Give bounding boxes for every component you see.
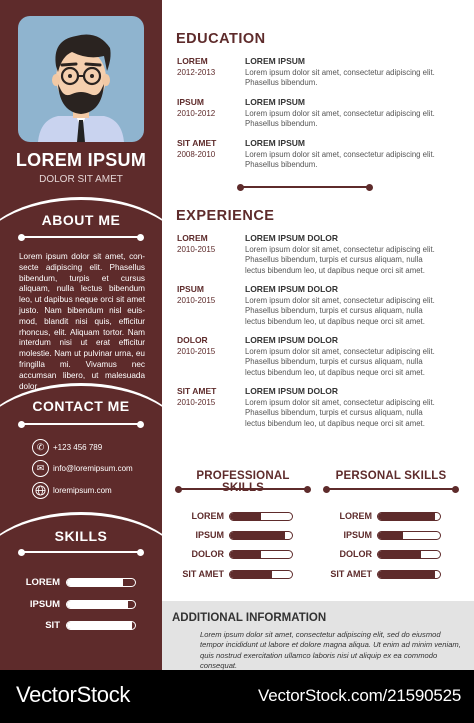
skill-bar: [66, 600, 136, 609]
skill-bar-fill: [378, 571, 435, 578]
divider-dot: [175, 486, 182, 493]
entry-heading: LOREM IPSUM: [245, 56, 305, 66]
divider-dot: [18, 421, 25, 428]
globe-icon: [32, 482, 49, 499]
profile-subtitle: DOLOR SIT AMET: [39, 174, 123, 185]
entry-details: [245, 335, 445, 378]
skill-bar: [377, 550, 441, 559]
skill-row: [0, 570, 474, 580]
skill-bar-fill: [67, 622, 132, 629]
personal-skills-divider: [325, 488, 457, 490]
entry-description: Lorem ipsum dolor sit amet, consectetur adipiscing elit. Phasellus bibendum, turpis et cursus aliquam, nulla lectus bibendum leo, ut dapibus neque orci sit amet.: [245, 245, 435, 275]
entry-details: [245, 284, 445, 327]
professional-skills-divider: [177, 488, 309, 490]
skill-label: SIT: [45, 620, 60, 631]
entry-title: DOLOR: [177, 335, 208, 345]
entry-dates: 2010-2015: [177, 398, 216, 407]
contact-phone[interactable]: [32, 438, 102, 456]
skill-label: LOREM: [25, 577, 60, 588]
entry-details: [245, 386, 445, 429]
divider-dot: [137, 421, 144, 428]
skill-bar: [377, 531, 441, 540]
watermark-id: VectorStock.com/21590525: [258, 686, 462, 705]
contact-heading: CONTACT ME: [32, 398, 130, 414]
additional-heading: ADDITIONAL INFORMATION: [172, 612, 327, 624]
skill-label: DOLOR: [191, 549, 224, 559]
skill-label: DOLOR: [339, 549, 372, 559]
entry-period: [177, 138, 239, 159]
contact-phone-text: +123 456 789: [53, 442, 103, 452]
entry-title: SIT AMET: [177, 386, 217, 396]
entry-period: [177, 56, 239, 77]
divider-dot: [366, 184, 373, 191]
skill-label: LOREM: [191, 511, 224, 521]
divider-dot: [137, 234, 144, 241]
additional-text: Lorem ipsum dolor sit amet, consectetur adipiscing elit, sed do eiusmod tempor incididunt ut labore et dolore magna aliqua. Ut enim ad minim veniam, quis nostrud exercitation ullamco laboris nisi ut aliquip ex ea commodo consequat.: [200, 630, 461, 671]
entry-details: [245, 56, 445, 89]
entry-dates: 2008-2010: [177, 150, 216, 159]
skill-bar-fill: [378, 532, 403, 539]
phone-icon: ✆: [32, 439, 49, 456]
entry-period: [177, 335, 239, 356]
skill-label: SIT AMET: [330, 569, 372, 579]
entry-heading: LOREM IPSUM DOLOR: [245, 386, 339, 396]
skill-bar-fill: [378, 551, 421, 558]
professional-skills-heading: PROFESSIONAL: [196, 470, 290, 482]
skill-bar-fill: [67, 601, 128, 608]
skill-bar: [377, 570, 441, 579]
entry-period: [177, 386, 239, 407]
education-heading: EDUCATION: [176, 31, 266, 47]
additional-information-panel: [162, 601, 474, 670]
entry-dates: 2010-2015: [177, 296, 216, 305]
entry-description: Lorem ipsum dolor sit amet, consectetur adipiscing elit. Phasellus bibendum, turpis et cursus aliquam, nulla lectus bibendum leo, ut dapibus neque orci sit amet.: [245, 296, 435, 326]
experience-heading: EXPERIENCE: [176, 208, 275, 224]
contact-email-text: info@loremipsum.com: [53, 463, 133, 473]
divider-dot: [304, 486, 311, 493]
mail-icon: ✉: [32, 460, 49, 477]
skill-row: [0, 621, 162, 631]
skill-bar-fill: [378, 513, 435, 520]
skill-bar: [377, 512, 441, 521]
divider-dot: [323, 486, 330, 493]
entry-description: Lorem ipsum dolor sit amet, consectetur adipiscing elit. Phasellus bibendum.: [245, 150, 435, 170]
divider-dot: [452, 486, 459, 493]
entry-heading: LOREM IPSUM DOLOR: [245, 233, 339, 243]
entry-heading: LOREM IPSUM DOLOR: [245, 284, 339, 294]
entry-description: Lorem ipsum dolor sit amet, consectetur adipiscing elit. Phasellus bibendum, turpis et cursus aliquam, nulla lectus bibendum leo, ut dapibus neque orci sit amet.: [245, 398, 435, 428]
avatar: [18, 16, 144, 142]
skill-row: [0, 512, 474, 522]
entry-title: SIT AMET: [177, 138, 217, 148]
watermark-logo: VectorStock: [16, 682, 131, 707]
entry-details: [245, 97, 445, 130]
skill-row: [0, 600, 162, 610]
entry-details: [245, 138, 445, 171]
contact-email[interactable]: [32, 459, 133, 477]
entry-heading: LOREM IPSUM DOLOR: [245, 335, 339, 345]
entry-title: IPSUM: [177, 97, 204, 107]
skill-bar: [66, 621, 136, 630]
entry-description: Lorem ipsum dolor sit amet, consectetur adipiscing elit. Phasellus bibendum, turpis et cursus aliquam, nulla lectus bibendum leo, ut dapibus neque orci sit amet.: [245, 347, 435, 377]
personal-skills-heading: PERSONAL SKILLS: [335, 470, 447, 482]
man-avatar-icon: [18, 16, 144, 142]
entry-title: LOREM: [177, 56, 208, 66]
skill-bar-fill: [67, 579, 123, 586]
entry-dates: 2010-2015: [177, 245, 216, 254]
contact-divider: [20, 423, 142, 425]
entry-dates: 2010-2015: [177, 347, 216, 356]
divider-dot: [18, 234, 25, 241]
entry-description: Lorem ipsum dolor sit amet, consectetur adipiscing elit. Phasellus bibendum.: [245, 68, 435, 88]
skill-row: [0, 531, 474, 541]
education-divider: [239, 186, 371, 188]
entry-description: Lorem ipsum dolor sit amet, consectetur adipiscing elit. Phasellus bibendum.: [245, 109, 435, 129]
watermark-bar: [0, 670, 474, 723]
about-heading: ABOUT ME: [41, 212, 121, 228]
skill-label: IPSUM: [29, 599, 60, 610]
about-text: Lorem ipsum dolor sit amet, con-secte adipiscing elit. Phasellus bibendum, turpis et cursus aliquam, nulla lectus bibendum leo, ut dapibus neque orci sit amet justo. Nam bibendum nisl euis-mod, blandit nisi quis, efficitur rhoncus, elit. Aliquam tortor. Nam interdum nisi ut erat efficitur molestie. Nam ut pulvinar urna, eu fringilla mi. Vivamus nec accumsan libero, ut malesuada dolor.: [19, 252, 145, 391]
entry-heading: LOREM IPSUM: [245, 138, 305, 148]
divider-dot: [237, 184, 244, 191]
entry-heading: LOREM IPSUM: [245, 97, 305, 107]
entry-period: [177, 284, 239, 305]
entry-dates: 2012-2013: [177, 68, 216, 77]
contact-website[interactable]: [32, 481, 112, 499]
skill-label: IPSUM: [195, 530, 224, 540]
skill-row: [0, 550, 474, 560]
entry-period: [177, 97, 239, 118]
skills-heading: SKILLS: [54, 528, 108, 544]
entry-title: IPSUM: [177, 284, 204, 294]
entry-details: [245, 233, 445, 276]
profile-name: LOREM IPSUM: [15, 150, 147, 170]
skill-label: SIT AMET: [182, 569, 224, 579]
skill-label: IPSUM: [343, 530, 372, 540]
entry-title: LOREM: [177, 233, 208, 243]
entry-period: [177, 233, 239, 254]
contact-website-text: loremipsum.com: [53, 485, 112, 495]
about-divider: [20, 236, 142, 238]
entry-dates: 2010-2012: [177, 109, 216, 118]
skill-label: LOREM: [339, 511, 372, 521]
